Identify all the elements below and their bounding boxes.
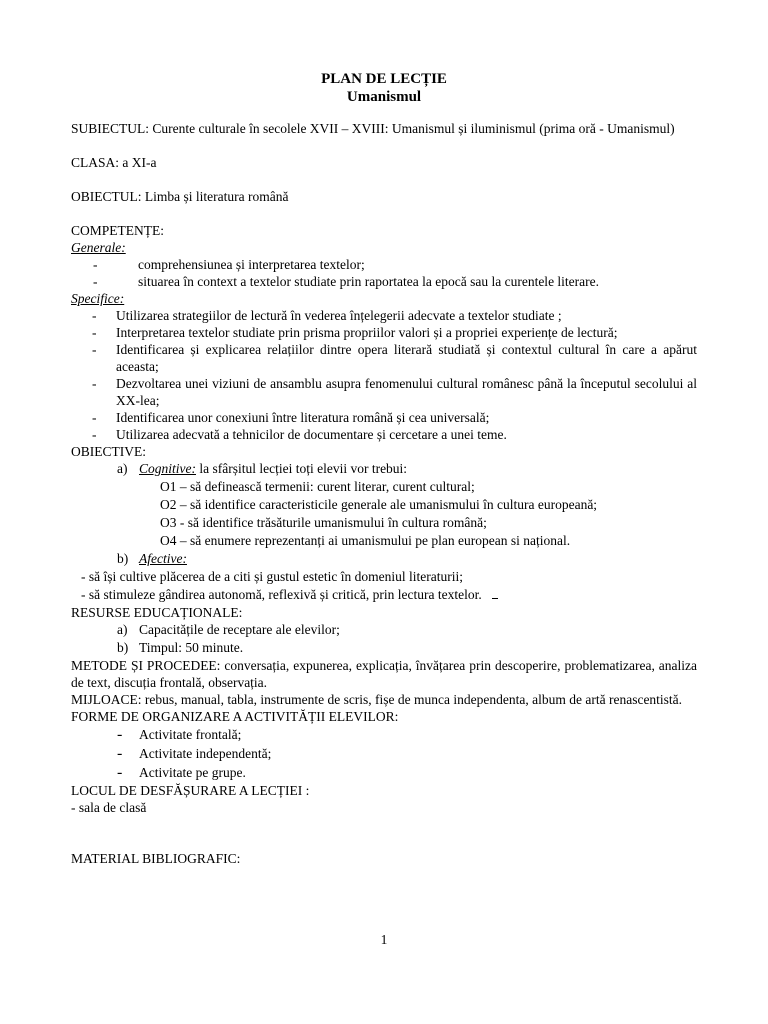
list-item: - Utilizarea adecvată a tehnicilor de documentare și cercetare a unei teme. bbox=[92, 427, 507, 442]
list-item: - comprehensiunea și interpretarea textelor; bbox=[93, 257, 365, 272]
afective-line: b) Afective: bbox=[117, 551, 187, 566]
objective-item: O2 – să identifice caracteristicile generale ale umanismului în cultura europeană; bbox=[160, 497, 598, 512]
list-item: - Identificarea unor conexiuni între literatura română și cea universală; bbox=[92, 410, 490, 425]
specifice-label: Specifice: bbox=[71, 291, 125, 306]
objective-item: O1 – să definească termenii: curent literar, curent cultural; bbox=[160, 479, 475, 494]
forme-heading: FORME DE ORGANIZARE A ACTIVITĂȚII ELEVILOR: bbox=[71, 709, 399, 724]
obiective-heading: OBIECTIVE: bbox=[71, 444, 146, 459]
clasa-line: CLASA: a XI-a bbox=[71, 155, 157, 170]
afective-item: - să stimuleze gândirea autonomă, reflexivă și critică, prin lectura textelor. bbox=[71, 586, 697, 604]
resurse-heading: RESURSE EDUCAȚIONALE: bbox=[71, 605, 243, 620]
page-number: 1 bbox=[380, 932, 388, 947]
forme-item: - Activitate frontală; bbox=[117, 726, 242, 743]
specifice-list bbox=[71, 307, 697, 443]
list-item: - Interpretarea textelor studiate prin prisma propriilor valori și a propriei experiențe de lectură; bbox=[92, 325, 618, 340]
metode-line: METODE ȘI PROCEDEE: conversația, expunerea, explicația, învățarea prin descoperire, problematizarea, analiza de text, discuția frontală, observația. bbox=[71, 658, 697, 690]
document-subtitle: Umanismul bbox=[346, 89, 422, 105]
subiect-line: SUBIECTUL: Curente culturale în secolele XVII – XVIII: Umanismul și iluminismul (prima oră - Umanismul) bbox=[71, 121, 675, 136]
list-item: - Utilizarea strategiilor de lectură în vederea înțelegerii adecvate a textelor studiate ; bbox=[92, 308, 562, 323]
competente-heading: COMPETENȚE: bbox=[71, 223, 164, 238]
list-item: - Dezvoltarea unei viziuni de ansamblu asupra fenomenului cultural românesc până la începutul secolului al XX-lea; bbox=[92, 376, 697, 408]
afective-title: Afective: bbox=[139, 551, 187, 566]
generale-label: Generale: bbox=[71, 240, 126, 255]
locul-text: - sala de clasă bbox=[71, 800, 147, 815]
objective-item: O3 - să identifice trăsăturile umanismului în cultura română; bbox=[160, 515, 487, 530]
objective-item: O4 – să enumere reprezentanți ai umanismului pe plan european si național. bbox=[160, 533, 571, 548]
forme-item: - Activitate independentă; bbox=[117, 745, 272, 762]
forme-item: - Activitate pe grupe. bbox=[117, 764, 246, 781]
resurse-item: a) Capacitățile de receptare ale elevilor; bbox=[117, 622, 340, 637]
material-heading: MATERIAL BIBLIOGRAFIC: bbox=[71, 851, 241, 866]
list-item: - Identificarea și explicarea relațiilor dintre opera literară studiată și contextul cultural în care a apărut aceasta; bbox=[92, 342, 697, 374]
locul-heading: LOCUL DE DESFĂȘURARE A LECȚIEI : bbox=[71, 783, 310, 798]
resurse-item: b) Timpul: 50 minute. bbox=[117, 640, 244, 655]
mijloace-line: MIJLOACE: rebus, manual, tabla, instrumente de scris, fișe de munca independenta, album de artă renascentistă. bbox=[71, 692, 683, 707]
generale-list bbox=[71, 256, 697, 290]
obiectul-line: OBIECTUL: Limba și literatura română bbox=[71, 189, 289, 204]
list-item: - situarea în context a textelor studiate prin raportatea la epocă sau la curentele literare. bbox=[93, 274, 600, 289]
cognitive-line: a) Cognitive: la sfârșitul lecției toți elevii vor trebui: bbox=[117, 461, 408, 476]
afective-item: - să își cultive plăcerea de a citi și gustul estetic în domeniul literaturii; bbox=[81, 569, 464, 584]
document-page bbox=[71, 70, 697, 867]
cognitive-title: Cognitive: bbox=[139, 461, 196, 476]
document-title: PLAN DE LECȚIE bbox=[321, 71, 447, 87]
